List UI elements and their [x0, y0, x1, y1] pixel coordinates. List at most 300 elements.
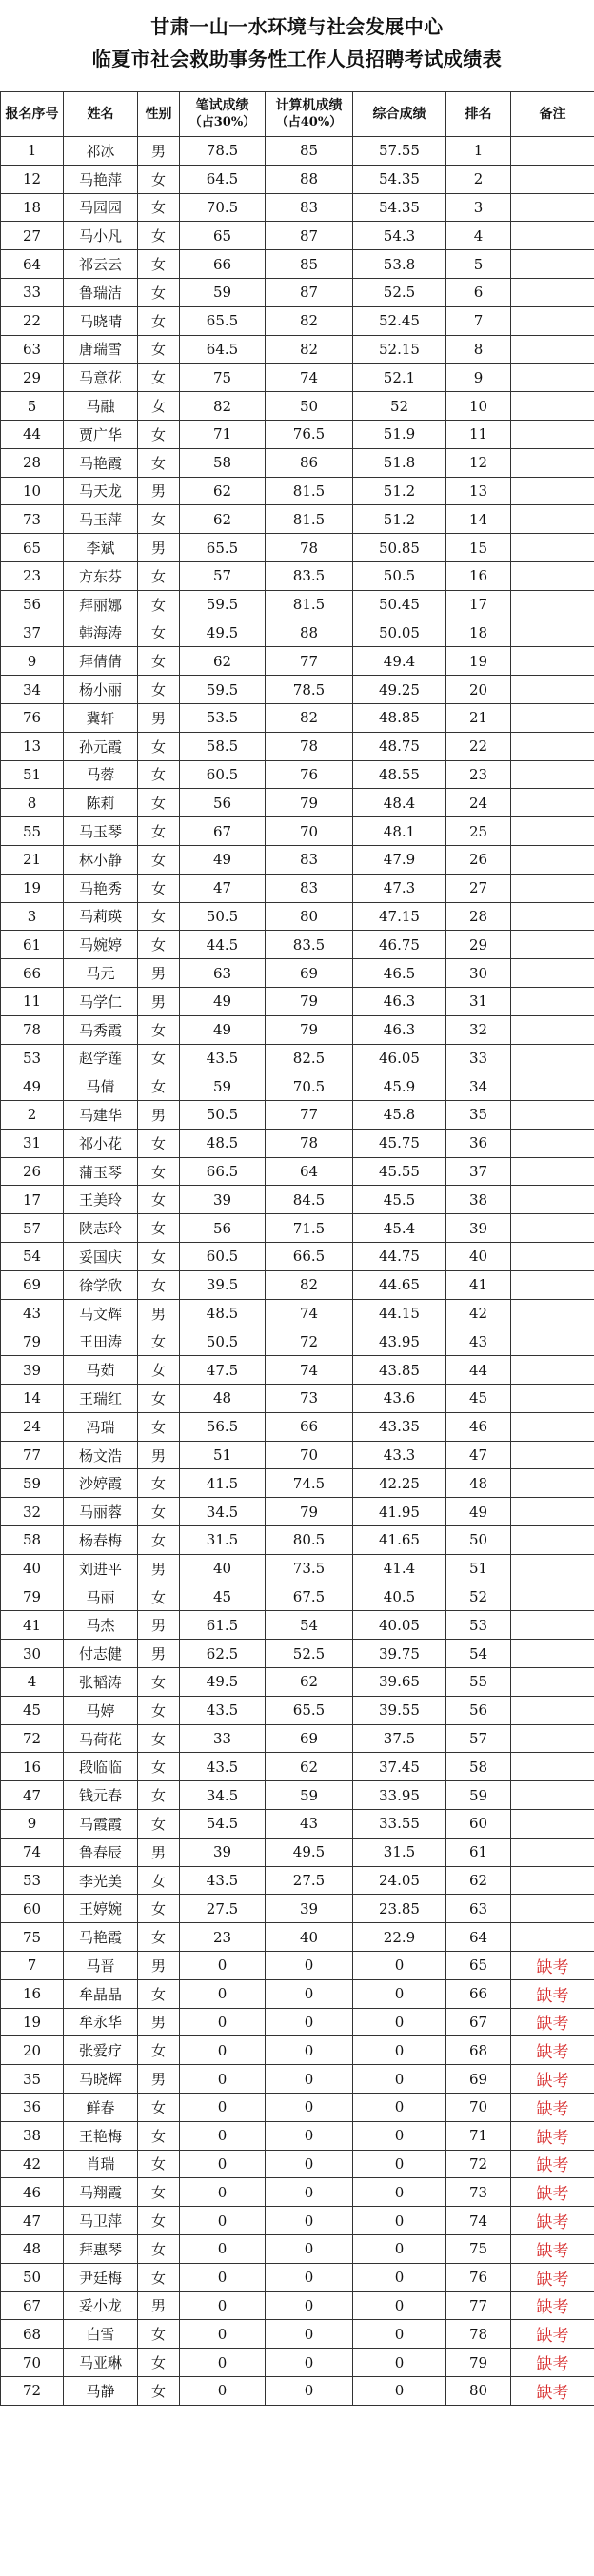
cell-id: 20 — [1, 2036, 64, 2065]
cell-note — [511, 193, 594, 222]
cell-id: 60 — [1, 1895, 64, 1923]
cell-name: 赵学莲 — [64, 1044, 138, 1072]
cell-id: 11 — [1, 987, 64, 1015]
cell-computer: 59 — [266, 1781, 353, 1810]
table-row — [1, 1015, 594, 1044]
table-row — [1, 1838, 594, 1866]
cell-name: 王美玲 — [64, 1186, 138, 1214]
cell-total: 0 — [353, 2008, 446, 2036]
table-row — [1, 760, 594, 789]
cell-name: 王婷婉 — [64, 1895, 138, 1923]
table-row — [1, 703, 594, 732]
cell-rank: 20 — [446, 676, 511, 704]
cell-computer: 0 — [266, 2320, 353, 2349]
cell-id: 3 — [1, 902, 64, 931]
table-row — [1, 959, 594, 988]
cell-id: 29 — [1, 364, 64, 392]
cell-note — [511, 703, 594, 732]
cell-rank: 13 — [446, 477, 511, 505]
cell-written: 56 — [180, 1214, 266, 1243]
cell-written: 65.5 — [180, 534, 266, 562]
table-row — [1, 335, 594, 364]
cell-total: 39.65 — [353, 1668, 446, 1697]
cell-note — [511, 1724, 594, 1753]
table-row — [1, 1129, 594, 1157]
cell-computer: 80.5 — [266, 1526, 353, 1555]
cell-written: 23 — [180, 1923, 266, 1952]
cell-computer: 76 — [266, 760, 353, 789]
header-computer-label: 计算机成绩 — [275, 98, 343, 113]
cell-computer: 0 — [266, 2178, 353, 2207]
cell-id: 74 — [1, 1838, 64, 1866]
cell-rank: 41 — [446, 1270, 511, 1299]
cell-name: 唐瑞雪 — [64, 335, 138, 364]
cell-rank: 70 — [446, 2093, 511, 2121]
cell-computer: 78.5 — [266, 676, 353, 704]
cell-written: 0 — [180, 1952, 266, 1980]
cell-total: 23.85 — [353, 1895, 446, 1923]
cell-id: 35 — [1, 2065, 64, 2094]
table-row — [1, 1979, 594, 2008]
cell-written: 66 — [180, 250, 266, 279]
cell-written: 53.5 — [180, 703, 266, 732]
table-row — [1, 1412, 594, 1441]
cell-rank: 9 — [446, 364, 511, 392]
table-row — [1, 505, 594, 534]
cell-gender: 男 — [138, 534, 180, 562]
cell-name: 韩海涛 — [64, 619, 138, 647]
cell-written: 65.5 — [180, 306, 266, 335]
cell-id: 39 — [1, 1356, 64, 1385]
cell-rank: 73 — [446, 2178, 511, 2207]
cell-name: 白雪 — [64, 2320, 138, 2349]
cell-total: 49.4 — [353, 647, 446, 676]
cell-id: 68 — [1, 2320, 64, 2349]
cell-written: 62 — [180, 505, 266, 534]
table-row — [1, 1895, 594, 1923]
cell-written: 0 — [180, 2008, 266, 2036]
cell-note — [511, 1072, 594, 1101]
cell-computer: 82 — [266, 335, 353, 364]
cell-note — [511, 278, 594, 306]
cell-total: 33.95 — [353, 1781, 446, 1810]
table-row — [1, 2093, 594, 2121]
cell-gender: 女 — [138, 1923, 180, 1952]
cell-computer: 0 — [266, 2093, 353, 2121]
cell-id: 44 — [1, 420, 64, 448]
cell-computer: 84.5 — [266, 1186, 353, 1214]
cell-written: 31.5 — [180, 1526, 266, 1555]
cell-total: 45.55 — [353, 1157, 446, 1186]
header-row — [1, 92, 594, 137]
cell-name: 马倩 — [64, 1072, 138, 1101]
table-row — [1, 789, 594, 817]
cell-name: 鲁春辰 — [64, 1838, 138, 1866]
cell-id: 2 — [1, 1101, 64, 1130]
cell-written: 65 — [180, 222, 266, 250]
cell-rank: 43 — [446, 1327, 511, 1356]
table-row — [1, 2065, 594, 2094]
cell-rank: 60 — [446, 1810, 511, 1839]
cell-computer: 82 — [266, 1270, 353, 1299]
table-row — [1, 1469, 594, 1498]
cell-rank: 40 — [446, 1243, 511, 1271]
cell-written: 58.5 — [180, 732, 266, 760]
cell-gender: 女 — [138, 1356, 180, 1385]
cell-id: 27 — [1, 222, 64, 250]
cell-gender: 女 — [138, 2320, 180, 2349]
cell-gender: 女 — [138, 1044, 180, 1072]
cell-written: 33 — [180, 1724, 266, 1753]
cell-gender: 女 — [138, 250, 180, 279]
cell-id: 47 — [1, 1781, 64, 1810]
cell-computer: 78 — [266, 732, 353, 760]
cell-written: 51 — [180, 1441, 266, 1469]
cell-total: 52.15 — [353, 335, 446, 364]
cell-gender: 男 — [138, 137, 180, 166]
cell-name: 马秀霞 — [64, 1015, 138, 1044]
cell-total: 43.6 — [353, 1385, 446, 1413]
cell-written: 61.5 — [180, 1611, 266, 1640]
cell-note — [511, 1498, 594, 1526]
cell-note — [511, 1583, 594, 1611]
cell-gender: 女 — [138, 931, 180, 959]
cell-total: 57.55 — [353, 137, 446, 166]
cell-name: 马蓉 — [64, 760, 138, 789]
cell-note: 缺考 — [511, 2121, 594, 2150]
cell-computer: 65.5 — [266, 1696, 353, 1724]
cell-note — [511, 335, 594, 364]
header-id: 报名序号 — [1, 92, 64, 137]
cell-gender: 女 — [138, 165, 180, 193]
cell-rank: 69 — [446, 2065, 511, 2094]
cell-note — [511, 1044, 594, 1072]
cell-rank: 27 — [446, 874, 511, 902]
cell-total: 39.55 — [353, 1696, 446, 1724]
cell-written: 62.5 — [180, 1640, 266, 1668]
cell-name: 牟晶晶 — [64, 1979, 138, 2008]
table-row — [1, 2178, 594, 2207]
cell-computer: 39 — [266, 1895, 353, 1923]
cell-note: 缺考 — [511, 2036, 594, 2065]
cell-id: 10 — [1, 477, 64, 505]
cell-rank: 50 — [446, 1526, 511, 1555]
cell-gender: 女 — [138, 1129, 180, 1157]
cell-gender: 女 — [138, 2178, 180, 2207]
cell-id: 13 — [1, 732, 64, 760]
cell-note — [511, 987, 594, 1015]
cell-written: 0 — [180, 2065, 266, 2094]
cell-gender: 女 — [138, 1015, 180, 1044]
cell-computer: 78 — [266, 1129, 353, 1157]
cell-rank: 74 — [446, 2207, 511, 2235]
header-computer — [266, 92, 353, 137]
cell-gender: 女 — [138, 760, 180, 789]
cell-written: 60.5 — [180, 1243, 266, 1271]
cell-note — [511, 1129, 594, 1157]
table-row — [1, 534, 594, 562]
cell-total: 48.75 — [353, 732, 446, 760]
table-row — [1, 2207, 594, 2235]
cell-computer: 0 — [266, 2036, 353, 2065]
cell-name: 马艳霞 — [64, 1923, 138, 1952]
cell-rank: 66 — [446, 1979, 511, 2008]
cell-computer: 88 — [266, 165, 353, 193]
cell-written: 0 — [180, 2234, 266, 2263]
cell-rank: 48 — [446, 1469, 511, 1498]
document-title-block — [0, 0, 594, 91]
cell-note — [511, 845, 594, 874]
table-row — [1, 1866, 594, 1895]
cell-gender: 女 — [138, 1668, 180, 1697]
cell-rank: 55 — [446, 1668, 511, 1697]
cell-written: 48 — [180, 1385, 266, 1413]
cell-name: 王瑞红 — [64, 1385, 138, 1413]
table-row — [1, 1583, 594, 1611]
cell-gender: 女 — [138, 1866, 180, 1895]
cell-written: 62 — [180, 647, 266, 676]
cell-name: 马霞霞 — [64, 1810, 138, 1839]
cell-computer: 0 — [266, 1952, 353, 1980]
cell-name: 马艳萍 — [64, 165, 138, 193]
table-row — [1, 1270, 594, 1299]
cell-written: 49 — [180, 845, 266, 874]
cell-computer: 0 — [266, 2150, 353, 2178]
table-row — [1, 1668, 594, 1697]
cell-gender: 女 — [138, 2263, 180, 2291]
cell-note — [511, 1469, 594, 1498]
cell-rank: 58 — [446, 1753, 511, 1781]
table-row — [1, 2291, 594, 2320]
cell-name: 付志健 — [64, 1640, 138, 1668]
cell-written: 44.5 — [180, 931, 266, 959]
cell-total: 45.9 — [353, 1072, 446, 1101]
table-row — [1, 165, 594, 193]
cell-written: 49 — [180, 987, 266, 1015]
cell-written: 58 — [180, 448, 266, 477]
cell-gender: 女 — [138, 845, 180, 874]
cell-note — [511, 392, 594, 421]
cell-gender: 女 — [138, 1186, 180, 1214]
cell-total: 33.55 — [353, 1810, 446, 1839]
table-row — [1, 1724, 594, 1753]
table-row — [1, 1498, 594, 1526]
cell-written: 75 — [180, 364, 266, 392]
cell-name: 鲜春 — [64, 2093, 138, 2121]
cell-total: 37.5 — [353, 1724, 446, 1753]
table-row — [1, 2008, 594, 2036]
cell-computer: 69 — [266, 959, 353, 988]
cell-written: 59 — [180, 278, 266, 306]
cell-gender: 女 — [138, 647, 180, 676]
cell-total: 48.85 — [353, 703, 446, 732]
cell-name: 拜丽娜 — [64, 590, 138, 619]
cell-computer: 81.5 — [266, 505, 353, 534]
cell-rank: 62 — [446, 1866, 511, 1895]
cell-total: 54.35 — [353, 193, 446, 222]
cell-total: 51.8 — [353, 448, 446, 477]
cell-id: 9 — [1, 647, 64, 676]
cell-id: 31 — [1, 1129, 64, 1157]
cell-written: 43.5 — [180, 1044, 266, 1072]
cell-computer: 83 — [266, 845, 353, 874]
cell-rank: 16 — [446, 561, 511, 590]
cell-total: 24.05 — [353, 1866, 446, 1895]
cell-name: 马晓辉 — [64, 2065, 138, 2094]
cell-id: 59 — [1, 1469, 64, 1498]
cell-rank: 42 — [446, 1299, 511, 1327]
cell-gender: 女 — [138, 1753, 180, 1781]
cell-total: 53.8 — [353, 250, 446, 279]
cell-gender: 男 — [138, 2008, 180, 2036]
cell-written: 59.5 — [180, 590, 266, 619]
cell-rank: 75 — [446, 2234, 511, 2263]
cell-note: 缺考 — [511, 2320, 594, 2349]
cell-note — [511, 534, 594, 562]
cell-name: 马晓晴 — [64, 306, 138, 335]
cell-name: 祁冰 — [64, 137, 138, 166]
cell-rank: 3 — [446, 193, 511, 222]
cell-note — [511, 760, 594, 789]
table-row — [1, 1186, 594, 1214]
cell-computer: 72 — [266, 1327, 353, 1356]
cell-id: 73 — [1, 505, 64, 534]
cell-id: 28 — [1, 448, 64, 477]
cell-id: 76 — [1, 703, 64, 732]
cell-id: 55 — [1, 817, 64, 846]
table-row — [1, 1923, 594, 1952]
cell-name: 马丽 — [64, 1583, 138, 1611]
cell-gender: 女 — [138, 1583, 180, 1611]
cell-id: 33 — [1, 278, 64, 306]
cell-total: 43.95 — [353, 1327, 446, 1356]
cell-computer: 0 — [266, 2349, 353, 2377]
cell-total: 40.5 — [353, 1583, 446, 1611]
cell-total: 46.05 — [353, 1044, 446, 1072]
cell-written: 50.5 — [180, 1327, 266, 1356]
table-row — [1, 2150, 594, 2178]
cell-id: 1 — [1, 137, 64, 166]
cell-note — [511, 1923, 594, 1952]
header-total: 综合成绩 — [353, 92, 446, 137]
cell-gender: 女 — [138, 2150, 180, 2178]
cell-gender: 女 — [138, 561, 180, 590]
cell-rank: 12 — [446, 448, 511, 477]
cell-id: 43 — [1, 1299, 64, 1327]
cell-name: 鲁瑞洁 — [64, 278, 138, 306]
cell-total: 39.75 — [353, 1640, 446, 1668]
cell-gender: 女 — [138, 278, 180, 306]
cell-name: 马静 — [64, 2376, 138, 2405]
cell-written: 0 — [180, 2291, 266, 2320]
header-computer-weight: （占40%） — [275, 115, 343, 129]
cell-note: 缺考 — [511, 1952, 594, 1980]
cell-gender: 女 — [138, 1243, 180, 1271]
cell-name: 马园园 — [64, 193, 138, 222]
cell-computer: 83.5 — [266, 561, 353, 590]
cell-id: 40 — [1, 1554, 64, 1583]
cell-gender: 女 — [138, 2121, 180, 2150]
cell-id: 18 — [1, 193, 64, 222]
table-row — [1, 2036, 594, 2065]
cell-id: 32 — [1, 1498, 64, 1526]
cell-name: 肖瑞 — [64, 2150, 138, 2178]
cell-gender: 女 — [138, 1498, 180, 1526]
cell-gender: 男 — [138, 1611, 180, 1640]
cell-note — [511, 874, 594, 902]
cell-rank: 67 — [446, 2008, 511, 2036]
cell-id: 4 — [1, 1668, 64, 1697]
cell-written: 34.5 — [180, 1498, 266, 1526]
table-row — [1, 2263, 594, 2291]
table-row — [1, 1327, 594, 1356]
table-row — [1, 306, 594, 335]
cell-name: 妥小龙 — [64, 2291, 138, 2320]
table-row — [1, 448, 594, 477]
cell-rank: 30 — [446, 959, 511, 988]
cell-rank: 59 — [446, 1781, 511, 1810]
cell-note — [511, 789, 594, 817]
cell-total: 0 — [353, 2234, 446, 2263]
cell-rank: 46 — [446, 1412, 511, 1441]
cell-note — [511, 306, 594, 335]
cell-name: 马建华 — [64, 1101, 138, 1130]
cell-total: 46.75 — [353, 931, 446, 959]
cell-written: 39.5 — [180, 1270, 266, 1299]
header-written-weight: （占30%） — [188, 115, 256, 129]
cell-note — [511, 1356, 594, 1385]
cell-id: 53 — [1, 1866, 64, 1895]
cell-gender: 女 — [138, 222, 180, 250]
table-row — [1, 2349, 594, 2377]
cell-name: 王艳梅 — [64, 2121, 138, 2150]
cell-note — [511, 1668, 594, 1697]
organization-title: 甘肃一山一水环境与社会发展中心 — [150, 15, 444, 38]
cell-note — [511, 1101, 594, 1130]
cell-name: 马小凡 — [64, 222, 138, 250]
cell-id: 12 — [1, 165, 64, 193]
cell-id: 75 — [1, 1923, 64, 1952]
cell-name: 祁小花 — [64, 1129, 138, 1157]
cell-written: 62 — [180, 477, 266, 505]
cell-written: 0 — [180, 2320, 266, 2349]
cell-computer: 64 — [266, 1157, 353, 1186]
cell-note — [511, 222, 594, 250]
cell-rank: 53 — [446, 1611, 511, 1640]
table-title: 临夏市社会救助事务性工作人员招聘考试成绩表 — [91, 48, 503, 70]
cell-note — [511, 505, 594, 534]
cell-total: 43.85 — [353, 1356, 446, 1385]
cell-rank: 21 — [446, 703, 511, 732]
cell-rank: 52 — [446, 1583, 511, 1611]
cell-note: 缺考 — [511, 2207, 594, 2235]
cell-rank: 7 — [446, 306, 511, 335]
cell-total: 42.25 — [353, 1469, 446, 1498]
cell-written: 60.5 — [180, 760, 266, 789]
cell-computer: 0 — [266, 2376, 353, 2405]
cell-rank: 64 — [446, 1923, 511, 1952]
cell-gender: 女 — [138, 590, 180, 619]
cell-computer: 0 — [266, 2008, 353, 2036]
cell-name: 尹廷梅 — [64, 2263, 138, 2291]
cell-total: 50.5 — [353, 561, 446, 590]
table-row — [1, 1696, 594, 1724]
cell-gender: 男 — [138, 1838, 180, 1866]
cell-rank: 24 — [446, 789, 511, 817]
cell-id: 79 — [1, 1583, 64, 1611]
cell-written: 56.5 — [180, 1412, 266, 1441]
cell-name: 马莉瑛 — [64, 902, 138, 931]
